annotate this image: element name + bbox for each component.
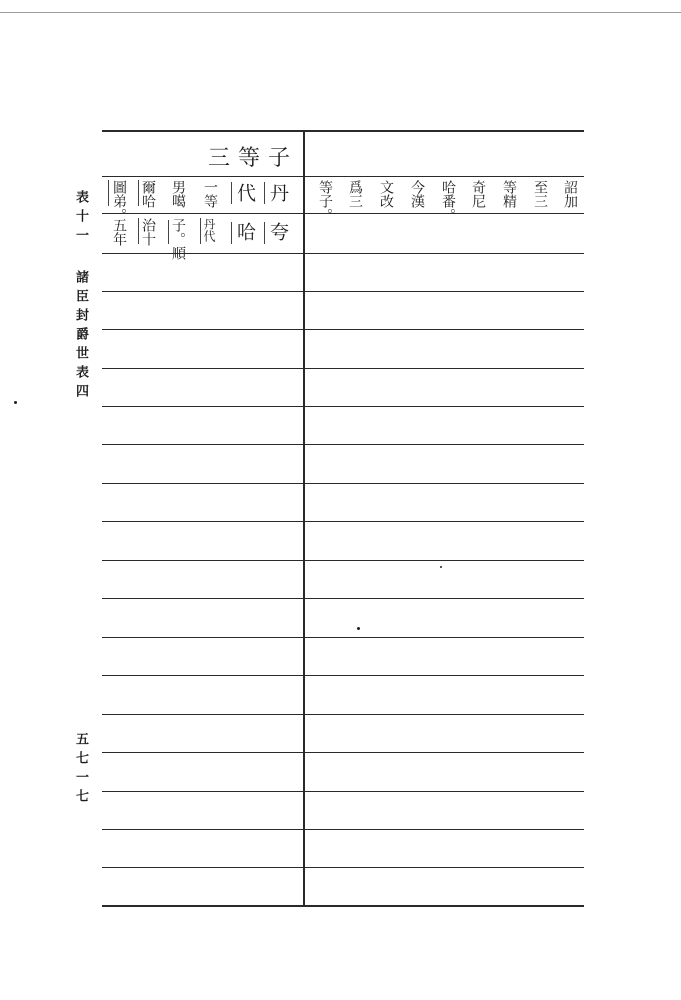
table-title: 三等子 bbox=[207, 146, 298, 171]
entry-bar bbox=[108, 180, 109, 206]
page-top-rule bbox=[0, 12, 681, 13]
section-label: 諸臣封爵世表四 bbox=[73, 270, 88, 403]
entry-bar bbox=[138, 218, 139, 244]
row-rule bbox=[102, 791, 584, 792]
heir-name-2b: 哈 bbox=[234, 222, 256, 241]
entry-father-lower: 治十 bbox=[140, 218, 156, 246]
row-rule bbox=[102, 598, 584, 599]
entry-rank: 一等 bbox=[202, 180, 218, 208]
note-col: 等精 bbox=[501, 180, 517, 208]
row-rule bbox=[102, 560, 584, 561]
entry-father: 爾哈 bbox=[140, 180, 156, 208]
entry-bar bbox=[168, 220, 169, 244]
note-col: 哈番。 bbox=[440, 180, 456, 222]
row-rule bbox=[102, 213, 584, 214]
column-divider bbox=[303, 130, 305, 907]
speck bbox=[357, 627, 360, 630]
note-bar bbox=[200, 218, 201, 244]
note-col: 詔加 bbox=[562, 180, 578, 208]
row-rule bbox=[102, 521, 584, 522]
name-bar bbox=[264, 182, 265, 204]
page-number: 五七一七 bbox=[73, 732, 88, 808]
row-rule bbox=[102, 675, 584, 676]
note-col: 文改 bbox=[378, 180, 394, 208]
row-rule bbox=[102, 483, 584, 484]
chapter-label: 表十一 bbox=[73, 190, 88, 247]
speck bbox=[440, 566, 442, 568]
entry-title: 男噶 bbox=[170, 180, 186, 208]
row-rule bbox=[102, 867, 584, 868]
row-rule bbox=[102, 329, 584, 330]
row-rule bbox=[102, 368, 584, 369]
note-col: 奇尼 bbox=[470, 180, 486, 208]
note-col: 至三 bbox=[532, 180, 548, 208]
heir-name-2a: 代 bbox=[234, 183, 256, 202]
heir-name-1b: 夸 bbox=[267, 222, 289, 241]
row-rule bbox=[102, 829, 584, 830]
entry-bar bbox=[138, 180, 139, 206]
note-col: 今漢 bbox=[409, 180, 425, 208]
table-top-rule bbox=[102, 130, 584, 132]
entry-relation-lower: 五年 bbox=[111, 218, 127, 246]
name-bar bbox=[231, 222, 232, 244]
title-row-rule bbox=[102, 176, 584, 177]
heir-note: 丹代 bbox=[202, 218, 216, 242]
heir-name-1a: 丹 bbox=[267, 183, 289, 202]
row-rule bbox=[102, 291, 584, 292]
row-rule bbox=[102, 714, 584, 715]
note-col: 爲三 bbox=[347, 180, 363, 208]
name-bar bbox=[231, 182, 232, 204]
name-bar bbox=[264, 222, 265, 244]
row-rule bbox=[102, 406, 584, 407]
row-rule bbox=[102, 444, 584, 445]
entry-relation: 圖弟。 bbox=[111, 180, 127, 222]
row-rule bbox=[102, 752, 584, 753]
row-rule bbox=[102, 637, 584, 638]
table-bottom-rule bbox=[102, 905, 584, 907]
margin-dot bbox=[14, 401, 17, 404]
entry-title-lower: 子。順 bbox=[170, 218, 186, 260]
note-col: 等子。 bbox=[317, 180, 333, 222]
